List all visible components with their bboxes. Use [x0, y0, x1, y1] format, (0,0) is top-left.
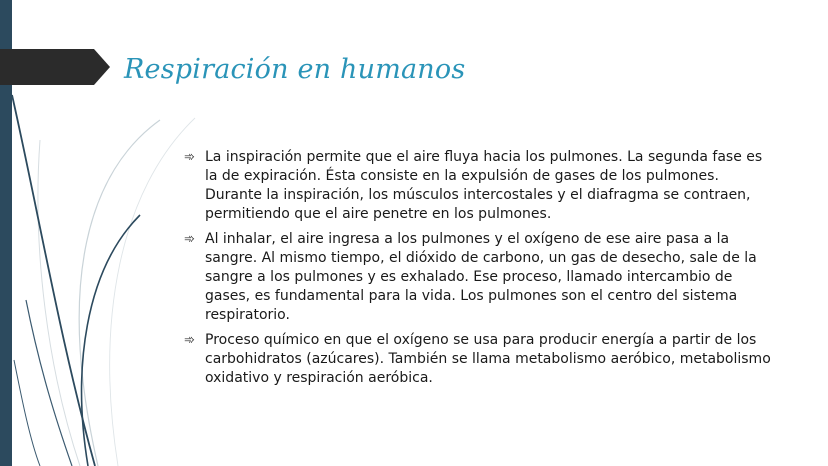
slide-title: Respiración en humanos [124, 54, 466, 85]
bullet-text: La inspiración permite que el aire fluya hacia los pulmones. La segunda fase es la de expiración. Ésta consiste en la expulsión de gases de los pulmones. Durante la inspiración, los músculos intercostales y el diafragma se contraen, permitiendo que el aire penetre en los pulmones. [205, 149, 763, 222]
bullet-list [184, 148, 774, 394]
light-curve-3 [110, 118, 195, 466]
bullet-text: Proceso químico en que el oxígeno se usa para producir energía a partir de los carbohidratos (azúcares). También se llama metabolismo aeróbico, metabolismo oxidativo y respiración aeróbica. [205, 332, 771, 386]
bullet-item [184, 148, 774, 224]
bullet-item [184, 230, 774, 325]
bullet-item [184, 331, 774, 388]
dark-curve-4 [14, 360, 40, 466]
bullet-text: Al inhalar, el aire ingresa a los pulmones y el oxígeno de ese aire pasa a la sangre. Al mismo tiempo, el dióxido de carbono, un gas de desecho, sale de la sangre a los pulmones y es exhalado. Ese proceso, llamado intercambio de gases, es fundamental para la vida. Los pulmones son el centro del sistema respiratorio. [205, 231, 757, 323]
light-curve-2 [38, 140, 80, 466]
dark-curve-3 [26, 300, 72, 466]
pencil-bullet-icon: ➾ [184, 232, 195, 247]
title-tab-shape [0, 49, 110, 85]
light-curve-1 [79, 120, 160, 466]
pencil-bullet-icon: ➾ [184, 333, 195, 348]
pencil-bullet-icon: ➾ [184, 150, 195, 165]
